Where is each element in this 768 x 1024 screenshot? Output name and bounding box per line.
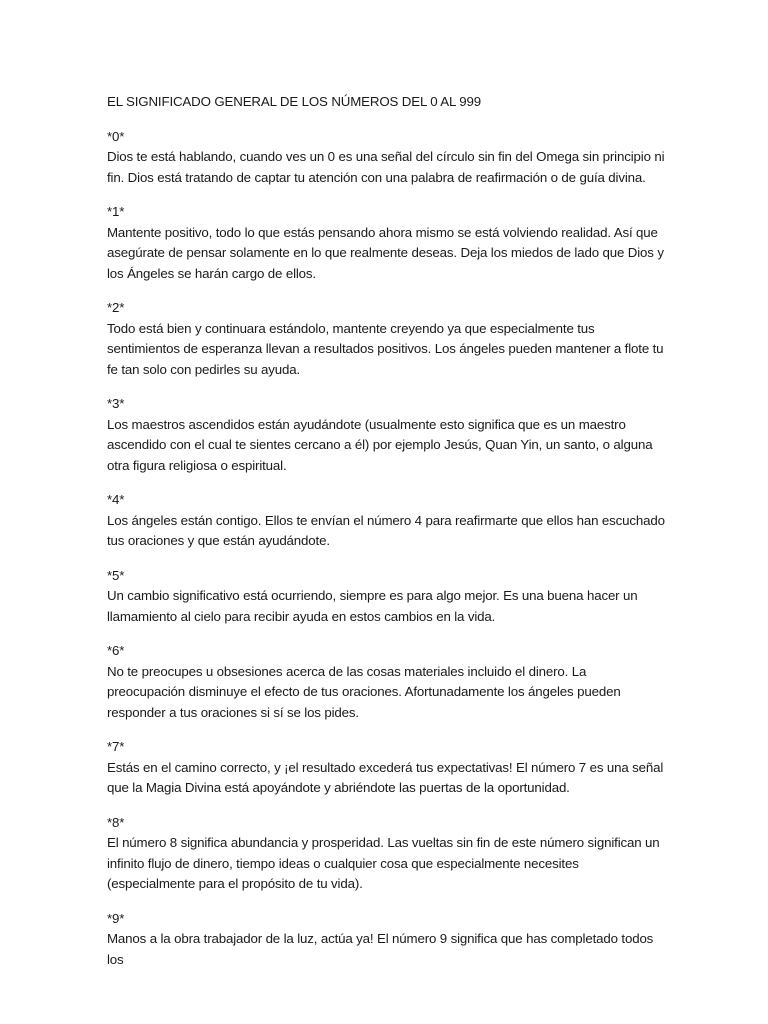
section-number: *7* (107, 739, 125, 754)
section-8 (107, 813, 667, 895)
section-number: *1* (107, 204, 125, 219)
section-text: Manos a la obra trabajador de la luz, actúa ya! El número 9 significa que has completado todos los (107, 931, 654, 967)
section-number: *6* (107, 643, 125, 658)
section-4 (107, 490, 667, 552)
section-text: Los ángeles están contigo. Ellos te envían el número 4 para reafirmarte que ellos han escuchado tus oraciones y que están ayudándote. (107, 512, 665, 548)
section-number: *4* (107, 492, 125, 507)
section-1 (107, 202, 667, 284)
document-title: EL SIGNIFICADO GENERAL DE LOS NÚMEROS DEL 0 AL 999 (107, 94, 482, 109)
section-9 (107, 909, 667, 971)
section-6 (107, 641, 667, 723)
section-text: No te preocupes u obsesiones acerca de las cosas materiales incluido el dinero. La preocupación disminuye el efecto de tus oraciones. Afortunadamente los ángeles pueden responder a tus oraciones si sí se los pides. (107, 663, 621, 720)
section-text: Todo está bien y continuara estándolo, mantente creyendo ya que especialmente tus sentimientos de esperanza llevan a resultados positivos. Los ángeles pueden mantener a flote tu fe tan solo con pedirles su ayuda. (107, 320, 664, 377)
section-number: *0* (107, 128, 125, 144)
section-number: *3* (107, 396, 125, 411)
section-text: Estás en el camino correcto, y ¡el resultado excederá tus expectativas! El número 7 es una señal que la Magia Divina está apoyándote y abriéndote las puertas de la oportunidad. (107, 759, 664, 795)
section-text: El número 8 significa abundancia y prosperidad. Las vueltas sin fin de este número significan un infinito flujo de dinero, tiempo ideas o cualquier cosa que especialmente necesites (especialmente para el propósito de tu vida). (107, 835, 660, 891)
section-0 (107, 127, 667, 189)
section-text: Mantente positivo, todo lo que estás pensando ahora mismo se está volviendo realidad. Así que asegúrate de pensar solamente en lo que realmente deseas. Deja los miedos de lado que Dios y los Ángeles se harán cargo de ellos. (107, 224, 664, 281)
document-content (107, 92, 667, 984)
section-text: Dios te está hablando, cuando ves un 0 es una señal del círculo sin fin del Omega sin principio ni fin. Dios está tratando de captar tu atención con una palabra de reafirmación o de guía divina. (107, 149, 665, 185)
section-3 (107, 394, 667, 476)
section-number: *2* (107, 300, 125, 315)
section-7 (107, 737, 667, 799)
section-5 (107, 566, 667, 628)
section-number: *9* (107, 910, 125, 926)
section-number: *5* (107, 567, 125, 583)
section-text: Los maestros ascendidos están ayudándote (usualmente esto significa que es un maestro ascendido con el cual te sientes cercano a él) por ejemplo Jesús, Quan Yin, un santo, o alguna otra figura religiosa o espiritual. (107, 416, 653, 473)
section-number: *8* (107, 814, 125, 830)
section-2 (107, 298, 667, 380)
section-text: Un cambio significativo está ocurriendo, siempre es para algo mejor. Es una buena hacer un llamamiento al cielo para recibir ayuda en estos cambios en la vida. (107, 588, 638, 624)
